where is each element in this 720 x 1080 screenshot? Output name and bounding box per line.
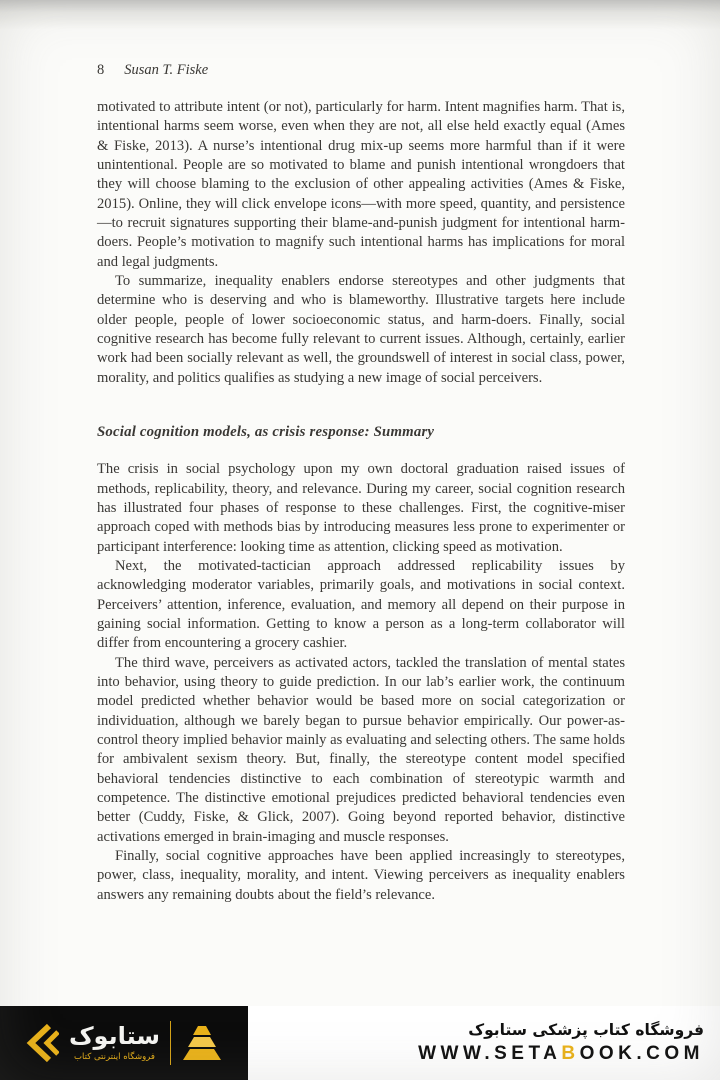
stacked-books-icon [181,1024,223,1062]
paragraph: Next, the motivated-tactician approach addressed replicability issues by acknowledging moderator variables, primarily goals, and motivations in social context. Perceivers’ attention, inference, evaluation, and memory all depend on their purpose in gaining social information. Getting to know a person as a long-term collaborator will differ from encountering a grocery cashier. [97,557,625,652]
logo-text [68,1021,161,1063]
store-name-persian: فروشگاه کتاب پزشکی ستابوک [468,1021,704,1040]
url-segment: WWW.SETA [418,1042,562,1064]
chevrons-left-icon [25,1023,59,1063]
paragraph: Finally, social cognitive approaches have been applied increasingly to stereotypes, power, class, inequality, morality, and intent. Viewing perceivers as inequality enablers answers any remaining doubts about the field’s relevance. [97,848,625,903]
url-highlight-letter: B [561,1042,580,1064]
publisher-footer-banner [0,1006,720,1080]
logo-wordmark: ستابوک [68,1021,161,1050]
section-heading: Social cognition models, as crisis response: Summary [97,424,435,441]
website-url [418,1043,704,1065]
page-header [97,62,625,79]
running-title: Susan T. Fiske [124,62,209,78]
paragraph: The crisis in social psychology upon my own doctoral graduation raised issues of methods, replicability, theory, and relevance. During my career, social cognition research has illustrated four phases of response to these challenges. First, the cognitive-miser approach coped with methods bias by introducing measures less prone to experimenter or participant interference: looking time as attention, clicking speed as motivation. [97,461,625,555]
url-segment: OOK.COM [579,1042,704,1064]
paragraph: The third wave, perceivers as activated actors, tackled the translation of mental states into behavior, using theory to guide prediction. In our lab’s earlier work, the continuum model predicted whether behavior would be based more on social categorization or individuation, although we barely began to pursue behavior empirically. Our power-as-control theory implied behavior mainly as evaluating and selecting others. The same holds for ambivalent sexism theory. But, finally, the stereotype content model specified behavioral tendencies distinctive to each combination of stereotypic warmth and competence. The distinctive emotional prejudices predicted behavioral tendencies even better (Cuddy, Fiske, & Glick, 2007). Going beyond reported behavior, distinctive activations emerged in brain-imaging and muscle responses. [97,654,625,845]
page-number: 8 [97,62,105,78]
paragraph: To summarize, inequality enablers endorse stereotypes and other judgments that determine who is deserving and who is blameworthy. Illustrative targets here include older people, people of lower socioeconomic status, and harm-doers. Finally, social cognitive research has become fully relevant to current issues. Although, certainly, earlier work had been socially relevant as well, the groundswell of interest in social class, power, morality, and politics qualifies as studying a new image of social perceivers. [97,273,625,386]
body-text [97,98,625,905]
setabook-logo-block [0,1006,248,1080]
logo-divider [170,1021,171,1065]
logo-subtitle: فروشگاه اینترنتی کتاب [74,1052,155,1063]
paragraph: motivated to attribute intent (or not), particularly for harm. Intent magnifies harm. That is, intentional harms seem worse, even when they are not, all else held exactly equal (Ames & Fiske, 2013). A nurse’s intentional drug mix-up seems more harmful than if it were unintentional. People are so motivated to blame and punish intentional wrongdoers that they will choose blaming to the exclusion of other appealing activities (Ames & Fiske, 2015). Online, they will click envelope icons—with more speed, quantity, and persistence—to recruit signatures supporting their blame-and-punish judgment for intentional harm-doers. People’s motivation to magnify such intentional harms has implications for moral and legal judgments. [97,99,625,270]
page-content [97,62,625,905]
footer-contact-area [248,1006,720,1080]
